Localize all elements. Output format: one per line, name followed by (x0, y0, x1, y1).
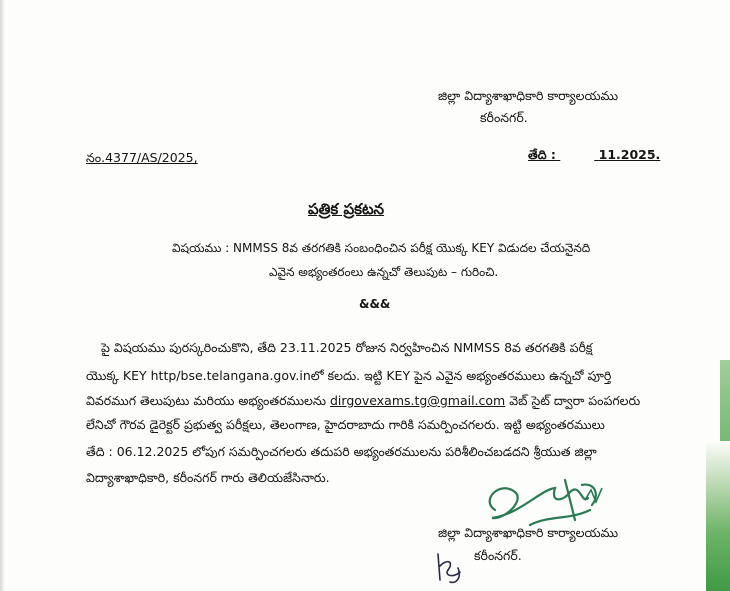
subject-line-2: ఎవైన అభ్యంతరంలు ఉన్నచో తెలుపుట – గురించి. (269, 265, 499, 279)
body-line-4: లేనిచో గౌరవ డైరెక్టర్ ప్రభుత్వ పరీక్షలు, తెలంగాణ, హైదరాబాదు గారికి సమర్పించగలరు. ఇట్టి అభ్యంతరములు (86, 417, 605, 432)
body-line-3 (86, 393, 640, 409)
separator: &&& (359, 297, 391, 311)
body-line-6: విద్యాశాఖాధికారి, కరీంనగర్ గారు తెలియజేసినారు. (86, 470, 330, 485)
body-line-1: పై విషయము పురస్కరించుకొని, తేది 23.11.2025 రోజున నిర్వహించిన NMMSS 8వ తరగతికి పరీక్ష (101, 340, 593, 355)
body-line-3-start: వివరముగ తెలుపుటు మరియు అభ్యంతరములను (86, 393, 330, 408)
body-line-3-end: వెబ్ సైట్ ద్వారా పంపగలరు (505, 393, 641, 408)
signatory-office-name: జిల్లా విద్యాశాఖాధికారి కార్యాలయము (438, 525, 619, 540)
date-value: 11.2025. (598, 147, 661, 162)
green-background-corner (706, 441, 730, 591)
initials-mark (430, 548, 470, 586)
office-city: కరీంనగర్. (480, 110, 528, 125)
body-line-5: తేది : 06.12.2025 లోపుగ సమర్పించగలరు తదుపరి అభ్యంతరములను పరిశీలించబడదని శ్రీయుత జిల్లా (86, 444, 597, 459)
scan-edge (0, 0, 5, 591)
reference-number: నం.4377/AS/2025, (86, 150, 198, 165)
subject-line-1: విషయము : NMMSS 8వ తరగతికి సంబంధించిన పరీక్ష యొక్క KEY విడుదల చేయనైనది (172, 241, 591, 255)
office-name: జిల్లా విద్యాశాఖాధికారి కార్యాలయము (438, 88, 619, 103)
signatory-office-city: కరీంనగర్. (474, 548, 522, 563)
body-line-2: యొక్క KEY http/bse.telangana.gov.inలో కలదు. ఇట్టి KEY పైన ఎవైన అభ్యంతరములు ఉన్నచో పూర్తి (86, 368, 612, 383)
email-link[interactable]: dirgovexams.tg@gmail.com (330, 393, 506, 408)
press-release-title: పత్రిక ప్రకటన (308, 200, 385, 218)
date-line (528, 147, 660, 163)
date-label: తేది : (528, 147, 556, 162)
